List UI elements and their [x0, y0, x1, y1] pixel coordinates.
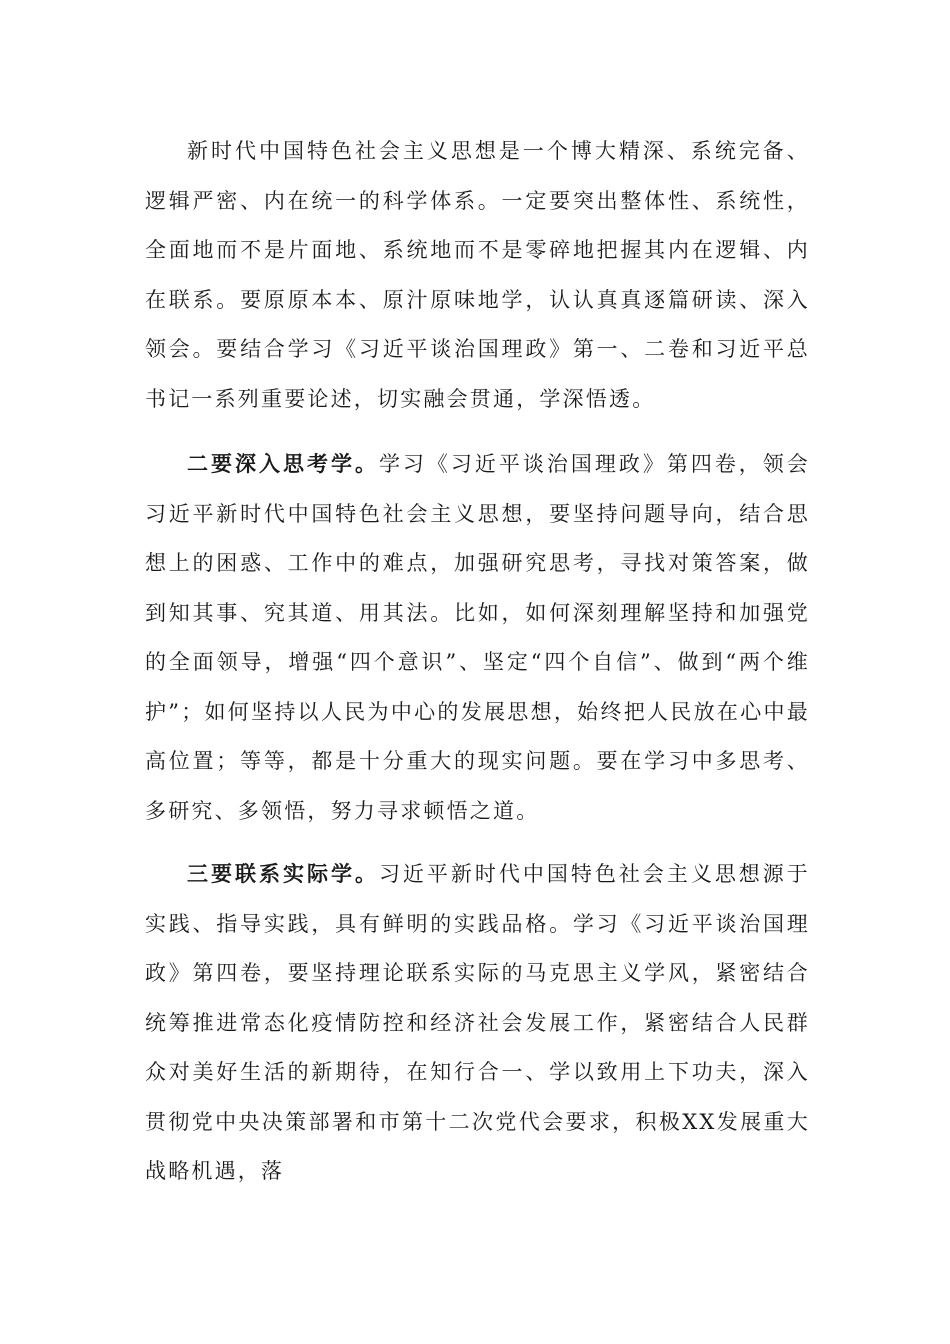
paragraph-body: 新时代中国特色社会主义思想是一个博大精深、系统完备、逻辑严密、内在统一的科学体系。一定要突出整体性、系统性，全面地而不是片面地、系统地而不是零碎地把握其内在逻辑、内在联系。要原原本本、原汁原味地学，认认真真逐篇研读、深入领会。要结合学习《习近平谈治国理政》第一、二卷和习近平总书记一系列重要论述，切实融会贯通，学深悟透。 — [145, 139, 810, 411]
paragraph-lead: 三要联系实际学。 — [187, 862, 379, 886]
paragraph-study-system — [145, 127, 810, 424]
paragraph-deep-thinking — [145, 440, 810, 836]
paragraph-lead: 二要深入思考学。 — [187, 452, 379, 476]
paragraph-body: 习近平新时代中国特色社会主义思想源于实践、指导实践，具有鲜明的实践品格。学习《习近平谈治国理政》第四卷，要坚持理论联系实际的马克思主义学风，紧密结合统筹推进常态化疫情防控和经济社会发展工作，紧密结合人民群众对美好生活的新期待，在知行合一、学以致用上下功夫，深入贯彻党中央决策部署和市第十二次党代会要求，积极XX发展重大战略机遇，落 — [145, 862, 810, 1183]
paragraph-body: 学习《习近平谈治国理政》第四卷，领会习近平新时代中国特色社会主义思想，要坚持问题导向，结合思想上的困惑、工作中的难点，加强研究思考，寻找对策答案，做到知其事、究其道、用其法。比如，如何深刻理解坚持和加强党的全面领导，增强“四个意识”、坚定“四个自信”、做到“两个维护”；如何坚持以人民为中心的发展思想，始终把人民放在心中最高位置；等等，都是十分重大的现实问题。要在学习中多思考、多研究、多领悟，努力寻求顿悟之道。 — [145, 452, 810, 823]
paragraph-practice — [145, 850, 810, 1197]
